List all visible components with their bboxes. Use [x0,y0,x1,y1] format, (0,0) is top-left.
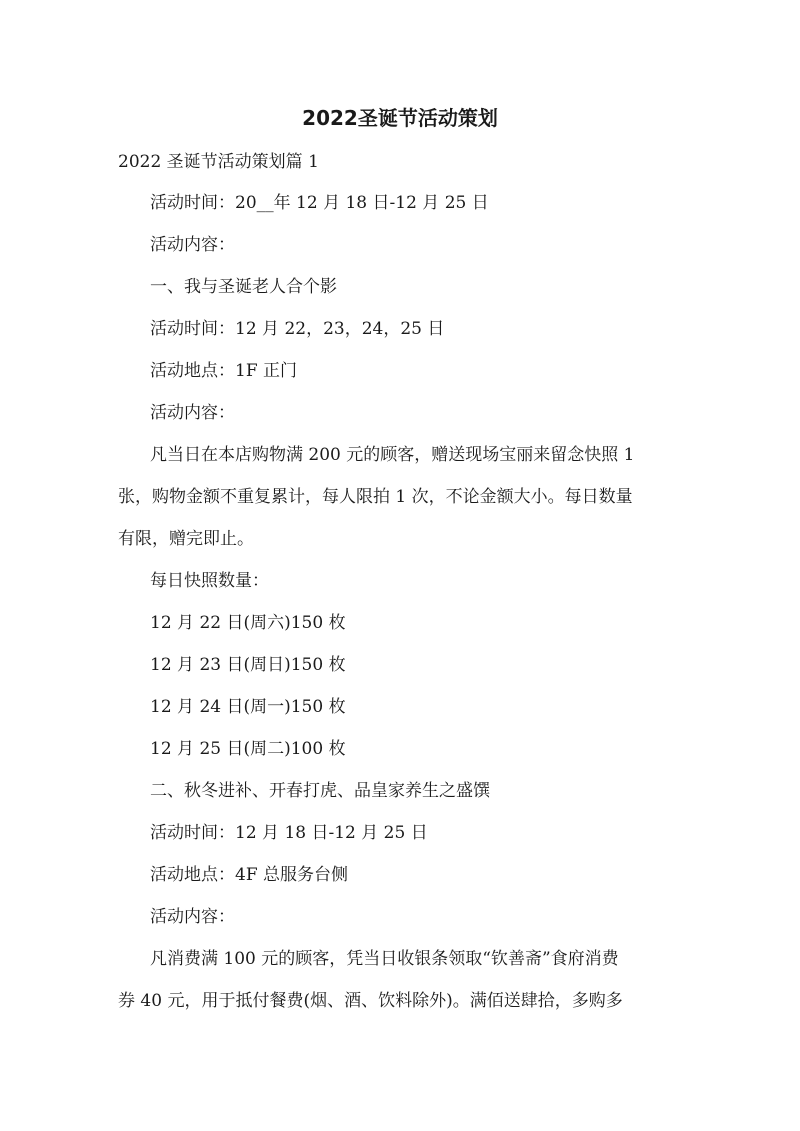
text-line: 凡消费满 100 元的顾客，凭当日收银条领取“钦善斋”食府消费 [150,949,619,969]
section-heading: 一、我与圣诞老人合个影 [150,277,337,297]
text-line: 券 40 元，用于抵付餐费(烟、酒、饮料除外)。满佰送肆拾，多购多 [118,991,623,1011]
list-item: 12 月 22 日(周六)150 枚 [150,613,346,633]
text-line: 有限，赠完即止。 [118,529,254,549]
text-line: 活动时间：20__年 12 月 18 日-12 月 25 日 [150,193,489,213]
text-line: 活动地点：4F 总服务台侧 [150,865,349,885]
text-line: 每日快照数量： [150,571,269,591]
document-subtitle: 2022 圣诞节活动策划篇 1 [118,152,319,172]
text-line: 活动内容： [150,907,235,927]
text-line: 活动时间：12 月 22，23，24，25 日 [150,319,445,339]
list-item: 12 月 25 日(周二)100 枚 [150,739,346,759]
document-title: 2022圣诞节活动策划 [302,106,498,130]
text-line: 活动内容： [150,235,235,255]
list-item: 12 月 23 日(周日)150 枚 [150,655,346,675]
list-item: 12 月 24 日(周一)150 枚 [150,697,346,717]
section-heading: 二、秋冬进补、开春打虎、品皇家养生之盛馔 [150,781,490,801]
text-line: 活动时间：12 月 18 日-12 月 25 日 [150,823,428,843]
text-line: 活动地点：1F 正门 [150,361,298,381]
text-line: 凡当日在本店购物满 200 元的顾客，赠送现场宝丽来留念快照 1 [150,445,635,465]
text-line: 张，购物金额不重复累计，每人限拍 1 次，不论金额大小。每日数量 [118,487,633,507]
text-line: 活动内容： [150,403,235,423]
